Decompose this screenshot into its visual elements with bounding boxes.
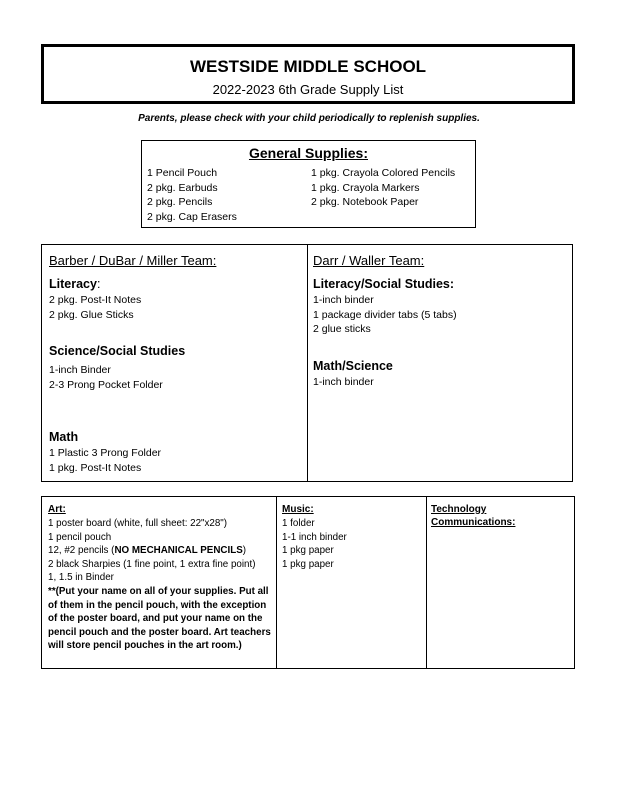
music-title: Music: (282, 504, 314, 515)
title-box (41, 44, 575, 104)
team1-title: Barber / DuBar / Miller Team: (49, 253, 217, 268)
art-music-divider (276, 497, 277, 668)
general-supplies-right-list (311, 166, 455, 210)
music-tech-divider (426, 497, 427, 668)
specials-box (41, 496, 575, 669)
technology-title: Technology Communications: (431, 504, 516, 528)
list-item: 1 folder (282, 518, 315, 529)
list-item: 2 glue sticks (313, 323, 371, 335)
team2-math-list (313, 375, 374, 390)
team2-literacy-list (313, 293, 457, 337)
list-item: 1 pkg paper (282, 558, 334, 570)
list-item: 2 pkg. Pencils (147, 196, 213, 209)
list-item: 1-inch binder (313, 376, 374, 388)
list-item: 1 pkg paper (282, 545, 334, 557)
art-title: Art: (48, 504, 66, 515)
team1-science-list (49, 363, 163, 392)
team1-literacy-title: Literacy: (49, 277, 101, 291)
list-item: 1 pkg. Post-It Notes (49, 461, 142, 474)
team1-literacy-list (49, 293, 141, 322)
list-subtitle: 2022-2023 6th Grade Supply List (212, 82, 404, 97)
music-list (282, 517, 347, 571)
art-list (48, 517, 274, 653)
general-supplies-left-list (147, 166, 237, 225)
team1-science-title: Science/Social Studies (49, 344, 186, 358)
parent-notice: Parents, please check with your child periodically to replenish supplies. (138, 113, 480, 124)
general-supplies-title: General Supplies: (248, 145, 369, 161)
list-item: 1, 1.5 in Binder (48, 572, 114, 584)
list-item: 1 package divider tabs (5 tabs) (313, 308, 457, 321)
art-note: **(Put your name on all of your supplies. Put all of them in the pencil pouch, with the exception of the poster board, and put your name on the pencil pouch and the poster board. Art teachers will store pencil pouches in the art room.) (48, 585, 271, 652)
list-item: 1-inch binder (313, 294, 374, 306)
teams-box (41, 244, 573, 482)
team-divider (307, 245, 308, 481)
school-name: WESTSIDE MIDDLE SCHOOL (189, 57, 427, 76)
team2-literacy-title: Literacy/Social Studies: (313, 277, 455, 291)
list-item: 2 pkg. Post-It Notes (49, 294, 142, 306)
team1-math-title: Math (49, 430, 79, 444)
list-item: 2 pkg. Glue Sticks (49, 308, 134, 321)
list-item: 2 black Sharpies (1 fine point, 1 extra fine point) (48, 558, 256, 570)
list-item: 1 Plastic 3 Prong Folder (49, 447, 162, 459)
list-item: 1 pkg. Crayola Markers (311, 181, 420, 194)
list-item: 1-1 inch binder (282, 531, 347, 543)
general-supplies-box (141, 140, 476, 228)
list-item: 1-inch Binder (49, 364, 111, 376)
team2-math-title: Math/Science (313, 359, 393, 373)
list-item: 2 pkg. Earbuds (147, 181, 218, 194)
list-item: 1 poster board (white, full sheet: 22"x28") (48, 518, 228, 529)
list-item: 2 pkg. Notebook Paper (311, 196, 419, 209)
team1-math-list (49, 446, 161, 475)
list-item: 2 pkg. Cap Erasers (147, 211, 237, 224)
list-item: 1 pencil pouch (48, 531, 112, 543)
team2-title: Darr / Waller Team: (313, 253, 425, 268)
list-item: 2-3 Prong Pocket Folder (49, 378, 163, 391)
list-item: 1 pkg. Crayola Colored Pencils (311, 167, 456, 179)
list-item: 12, #2 pencils (NO MECHANICAL PENCILS) (48, 545, 246, 557)
list-item: 1 Pencil Pouch (147, 167, 218, 179)
